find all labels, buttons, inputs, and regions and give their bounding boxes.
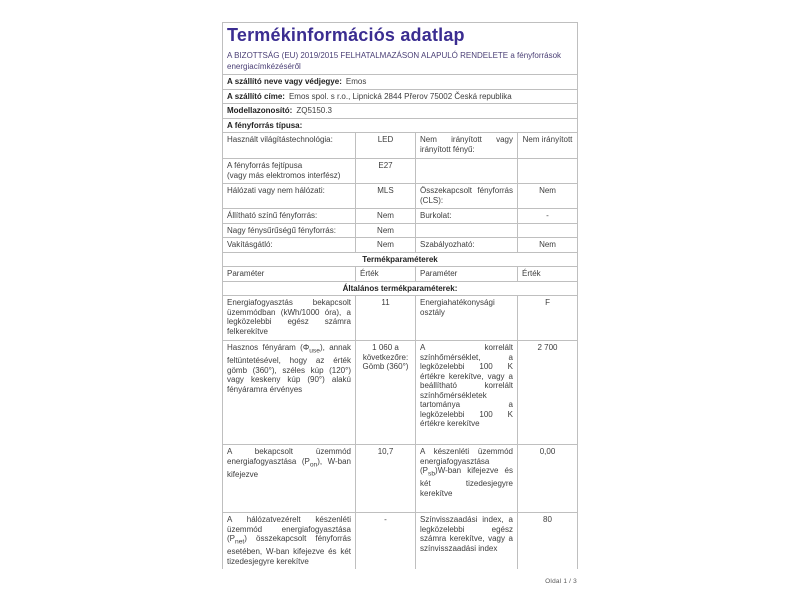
- column-header: Érték: [356, 267, 416, 282]
- value-cell: LED: [356, 133, 416, 159]
- product-parameters-heading: Termékparaméterek: [223, 252, 578, 267]
- table-row: [223, 341, 578, 445]
- value-cell: Nem: [518, 184, 578, 209]
- param-cell: Színvisszaadási index, a legközelebbi egész számra kerekítve, vagy a színvisszaadási index: [416, 513, 518, 570]
- table-row: [223, 159, 578, 184]
- product-parameters-heading-row: [223, 252, 578, 267]
- param-cell: [416, 159, 518, 184]
- param-cell: Szabályozható:: [416, 238, 518, 253]
- value-cell: 0,00: [518, 445, 578, 513]
- param-cell: A bekapcsolt üzemmód energiafogyasztása $(P_{on})$, W-ban kifejezve: [223, 445, 356, 513]
- title-row: [223, 23, 578, 75]
- param-cell: Nagy fénysűrűségű fényforrás:: [223, 223, 356, 238]
- value-cell: F: [518, 296, 578, 341]
- value-cell: Nem: [356, 238, 416, 253]
- param-cell: Hálózati vagy nem hálózati:: [223, 184, 356, 209]
- supplier-address-value: Emos spol. s r.o., Lipnická 2844 Přerov 75002 Česká republika: [288, 91, 512, 101]
- regulation-subtitle: A BIZOTTSÁG (EU) 2019/2015 FELHATALMAZÁSON ALAPULÓ RENDELETE a fényforrások energiacímkézéséről: [227, 51, 562, 71]
- supplier-name-row: [223, 75, 578, 90]
- param-cell: [416, 223, 518, 238]
- value-cell: Nem: [356, 223, 416, 238]
- value-cell: 80: [518, 513, 578, 570]
- table-row: [223, 133, 578, 159]
- param-cell: A fényforrás fejtípusa (vagy más elektromos interfész): [223, 159, 356, 184]
- value-cell: 2 700: [518, 341, 578, 445]
- model-id-label: Modellazonosító:: [227, 106, 293, 115]
- param-cell: Összekapcsolt fényforrás (CLS):: [416, 184, 518, 209]
- value-cell: Nem irányított: [518, 133, 578, 159]
- supplier-address-row: [223, 89, 578, 104]
- light-source-type-heading-row: [223, 118, 578, 133]
- page-number: Oldal 1 / 3: [545, 578, 577, 585]
- param-cell: Burkolat:: [416, 209, 518, 224]
- table-row: [223, 296, 578, 341]
- value-cell: [518, 223, 578, 238]
- param-cell: A korrelált színhőmérséklet, a legközelebbi 100 K értékre kerekítve, vagy a beállítható korrelált színhőmérsékletek tartománya a legközelebbi 100 K értékre kerekítve: [416, 341, 518, 445]
- value-cell: 11: [356, 296, 416, 341]
- column-header: Érték: [518, 267, 578, 282]
- product-datasheet-table: [222, 22, 578, 569]
- param-cell: Állítható színű fényforrás:: [223, 209, 356, 224]
- table-row: [223, 223, 578, 238]
- table-row: [223, 513, 578, 570]
- light-source-type-heading: A fényforrás típusa:: [227, 120, 303, 130]
- param-cell: Energiafogyasztás bekapcsolt üzemmódban (kWh/1000 óra), a legközelebbi egész számra felkerekítve: [223, 296, 356, 341]
- product-datasheet: [222, 22, 578, 585]
- param-cell: A készenléti üzemmód energiafogyasztása $(P_{sb})W$-ban kifejezve és két tizedesjegyre kerekítve: [416, 445, 518, 513]
- table-row: [223, 445, 578, 513]
- param-cell: A hálózatvezérelt készenléti üzemmód energiafogyasztása $(P_{net})$ összekapcsolt fényforrás esetében, W-ban kifejezve és két tizedesjegyre kerekítve: [223, 513, 356, 570]
- value-cell: Nem: [518, 238, 578, 253]
- value-cell: 1 060 a következőre: Gömb (360°): [356, 341, 416, 445]
- general-parameters-heading: Általános termékparaméterek:: [223, 281, 578, 296]
- value-cell: MLS: [356, 184, 416, 209]
- column-header-row: [223, 267, 578, 282]
- model-id-value: ZQ5150.3: [296, 106, 332, 115]
- param-cell: Energiahatékonysági osztály: [416, 296, 518, 341]
- param-cell: Hasznos fényáram $(\Phi_{use})$, annak feltüntetésével, hogy az érték gömb (360°), széles kúp (120°) vagy keskeny kúp (90°) alakú fényáramra érvényes: [223, 341, 356, 445]
- column-header: Paraméter: [416, 267, 518, 282]
- column-header: Paraméter: [223, 267, 356, 282]
- supplier-name-label: A szállító neve vagy védjegye:: [227, 77, 342, 86]
- general-parameters-heading-row: [223, 281, 578, 296]
- supplier-name-value: Emos: [345, 77, 367, 86]
- param-cell: Használt világítástechnológia:: [223, 133, 356, 159]
- table-row: [223, 209, 578, 224]
- table-row: [223, 238, 578, 253]
- param-cell: Nem irányított vagy irányított fényű:: [416, 133, 518, 159]
- value-cell: E27: [356, 159, 416, 184]
- model-id-row: [223, 104, 578, 119]
- value-cell: [518, 159, 578, 184]
- table-row: [223, 184, 578, 209]
- value-cell: -: [356, 513, 416, 570]
- value-cell: -: [518, 209, 578, 224]
- value-cell: 10,7: [356, 445, 416, 513]
- supplier-address-label: A szállító címe:: [227, 91, 285, 101]
- param-cell: Vakításgátló:: [223, 238, 356, 253]
- value-cell: Nem: [356, 209, 416, 224]
- page-title: Termékinformációs adatlap: [227, 25, 465, 45]
